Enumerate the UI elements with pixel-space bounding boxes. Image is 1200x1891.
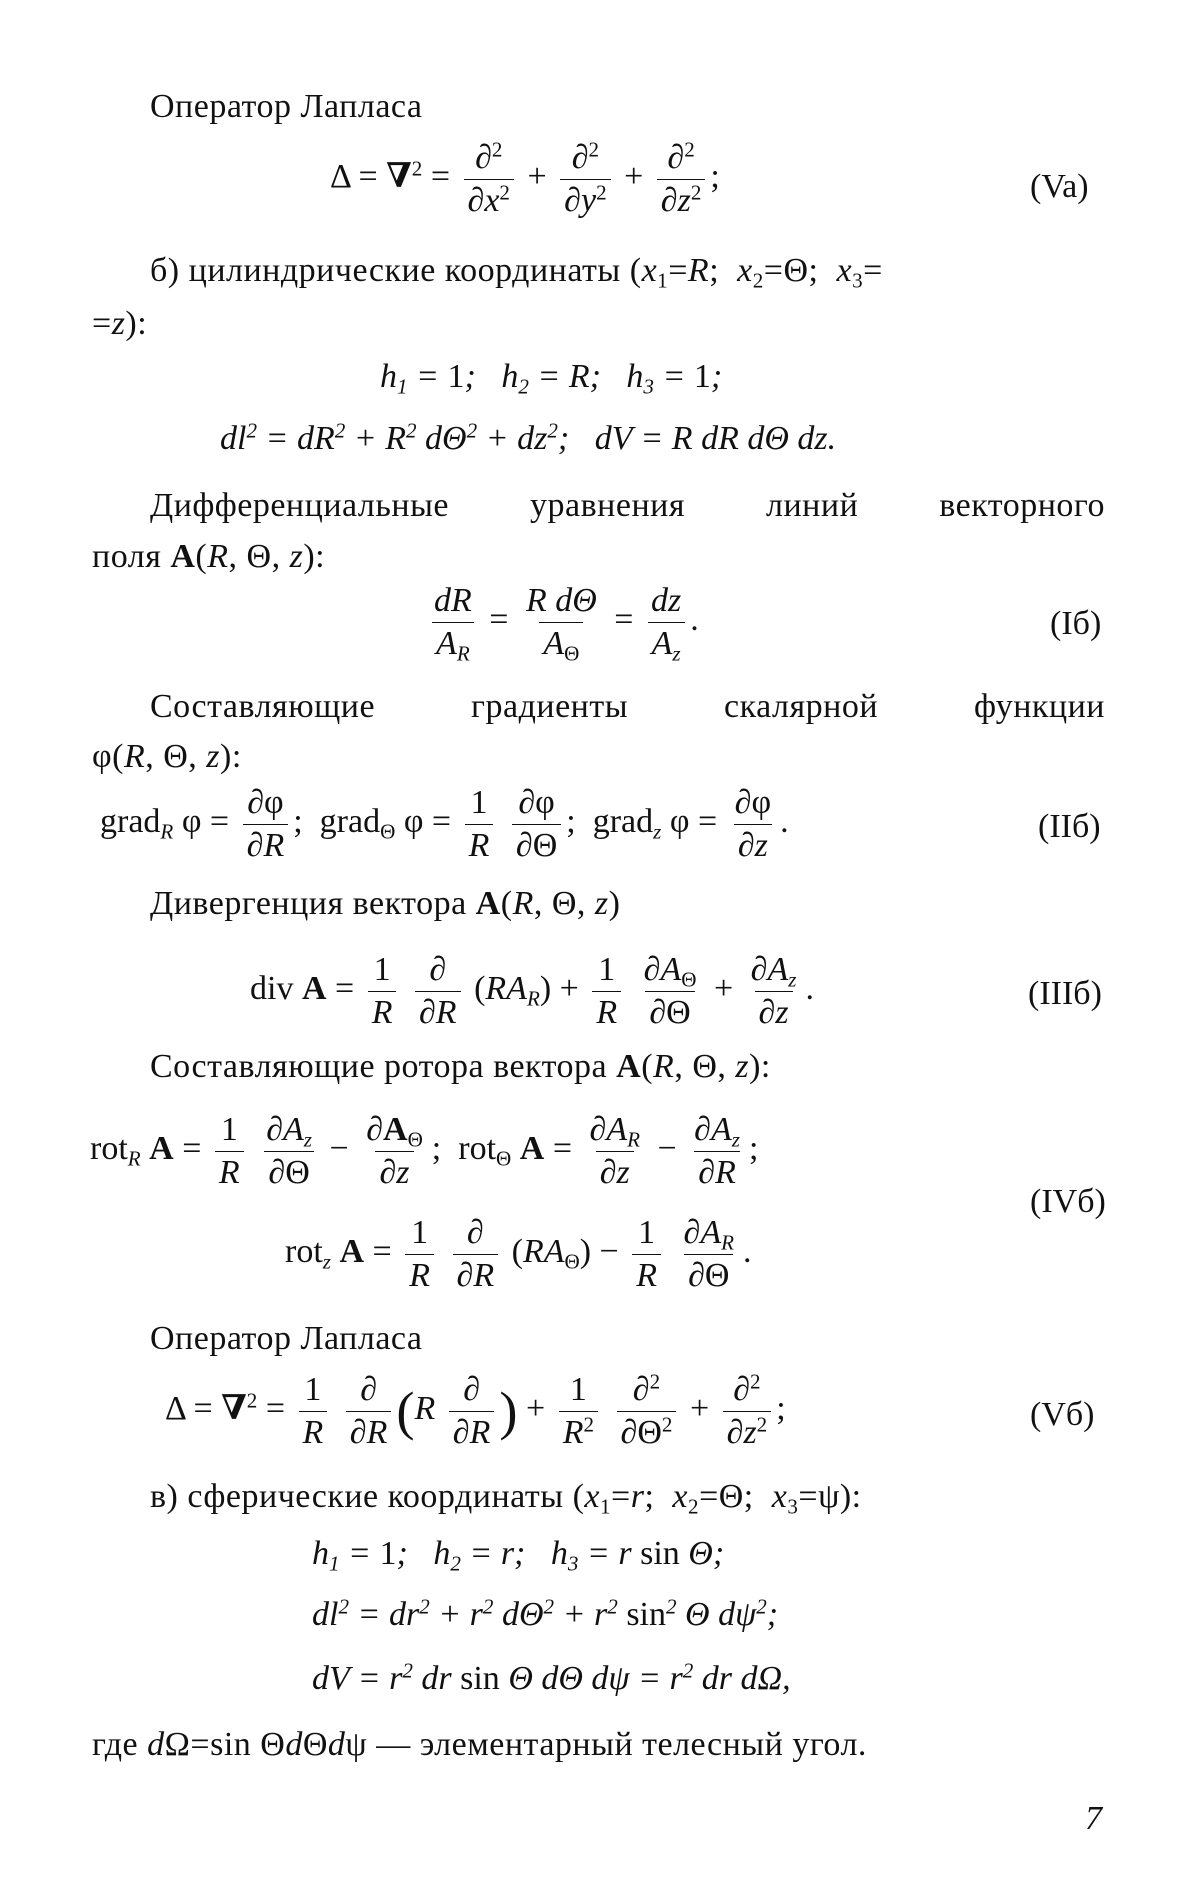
gradient-text-2: φ(R, Θ, z): bbox=[92, 738, 242, 775]
field-lines-label: поля bbox=[92, 538, 162, 575]
cylindrical-intro-cont: =z): bbox=[92, 305, 148, 342]
equation-rotor-R-and-theta: rot$_R$ A = $\frac{1}{R}$ $\frac{\partial A_z}{\partial\Theta}$ − $\frac{\partial A_\Theta}{\partial z}$ ; rot$_\Theta$ A = $\frac{\partial A_R}{\partial z}$ − $\frac{\partial A_z}{\partial R}$ ; bbox=[90, 1111, 759, 1191]
equation-laplace-cylindrical: Δ = ∇$^2$ = $\frac{1}{R}$ $\frac{\partial}{\partial R}$ (R $\frac{\partial}{\partial R}$ ) + $\frac{1}{R^2}$ $\frac{\partial^2}{\partial\Theta^2}$ + $\frac{\partial^2}{\partial z^2}$ ; bbox=[165, 1369, 786, 1451]
equation-rotor-z: rot$_z$ A = $\frac{1}{R}$ $\frac{\partial}{\partial R}$ $(RA_\Theta)$ − $\frac{1}{R}$ $\frac{\partial A_R}{\partial\Theta}$ . bbox=[285, 1214, 752, 1294]
field-lines-text-2: поля A(R, Θ, z): bbox=[92, 538, 326, 575]
cylindrical-intro-label: б) цилиндрические координаты ( bbox=[150, 252, 642, 289]
equation-number-Va: (Va) bbox=[1030, 168, 1089, 205]
gradient-text-1: Составляющие градиенты скалярной функции bbox=[150, 688, 1105, 725]
spherical-volume-element: dV = $r^2$ dr sin Θ dΘ $d\psi = r^2$ dr dΩ, bbox=[312, 1658, 791, 1697]
rotor-heading: Составляющие ротора вектора A(R, Θ, z): bbox=[150, 1048, 771, 1085]
equation-number-IIb: (IIб) bbox=[1038, 808, 1101, 845]
cylindrical-lame-coefficients: $h_1 = 1$; $h_2 = R$; $h_3 = 1$; bbox=[380, 358, 723, 399]
solid-angle-prefix: где bbox=[92, 1726, 139, 1763]
laplace-heading-1: Оператор Лапласа bbox=[150, 88, 423, 125]
spherical-intro-label: в) сферические координаты ( bbox=[150, 1478, 585, 1515]
equation-number-Ib: (Iб) bbox=[1050, 605, 1102, 642]
solid-angle-label: — элементарный телесный угол. bbox=[376, 1726, 867, 1763]
cylindrical-metric: $dl^2 = dR^2 + R^2$ $d\Theta^2 + dz^2$; dV = R dR dΘ dz. bbox=[220, 418, 837, 457]
divergence-heading: Дивергенция вектора A(R, Θ, z) bbox=[150, 885, 621, 922]
field-lines-text-1: Дифференциальные уравнения линий векторного bbox=[150, 487, 1105, 524]
equation-number-Vb: (Vб) bbox=[1030, 1396, 1095, 1433]
equation-divergence-cylindrical: div A = $\frac{1}{R}$ $\frac{\partial}{\partial R}$ $(RA_R)$ + $\frac{1}{R}$ $\frac{\partial A_\Theta}{\partial\Theta}$ + $\frac{\partial A_z}{\partial z}$ . bbox=[250, 951, 814, 1031]
equation-laplace-cartesian: Δ = ∇$^2$ = $\frac{\partial^2}{\partial x^2}$ + $\frac{\partial^2}{\partial y^2}$ + $\frac{\partial^2}{\partial z^2}$ ; bbox=[330, 137, 720, 219]
spherical-lame-coefficients: $h_1 = 1$; $h_2 = r$; $h_3 = r$ sin Θ; bbox=[312, 1535, 725, 1576]
divergence-label: Дивергенция вектора bbox=[150, 885, 467, 922]
laplace-heading-2: Оператор Лапласа bbox=[150, 1320, 423, 1357]
equation-number-IVb: (IVб) bbox=[1030, 1183, 1106, 1220]
equation-number-IIIb: (IIIб) bbox=[1028, 975, 1102, 1012]
solid-angle-definition: где dΩ=sin ΘdΘdψ — элементарный телесный угол. bbox=[92, 1726, 867, 1763]
spherical-intro-tail: ): bbox=[839, 1478, 862, 1515]
spherical-metric: $dl^2 = dr^2 + r^2$ $d\Theta^2 + r^2$ $\sin^2 \Theta$ $d\psi^2$; bbox=[312, 1594, 779, 1633]
rotor-label: Составляющие ротора вектора bbox=[150, 1048, 608, 1085]
cylindrical-intro-tail: ): bbox=[125, 305, 148, 342]
page-number: 7 bbox=[1085, 1800, 1102, 1837]
equation-field-lines-cylindrical: $\frac{dR}{A_R}$ = $\frac{\text{R dΘ}}{A_\Theta}$ = $\frac{dz}{A_z}$ . bbox=[434, 582, 699, 666]
equation-gradient-cylindrical: grad$_R$ φ = $\frac{\partial\varphi}{\partial R}$ ; grad$_\Theta$ φ = $\frac{1}{R}$ $\frac{\partial\varphi}{\partial\Theta}$ ; grad$_z$ φ = $\frac{\partial\varphi}{\partial z}$ . bbox=[100, 784, 789, 864]
spherical-intro: в) сферические координаты ($x_1=r$; $x_2=\Theta$; $x_3=\psi$): bbox=[150, 1478, 862, 1519]
cylindrical-intro: б) цилиндрические координаты ($x_1=R$; $x_2=\Theta$; $x_3=$ bbox=[150, 252, 883, 293]
